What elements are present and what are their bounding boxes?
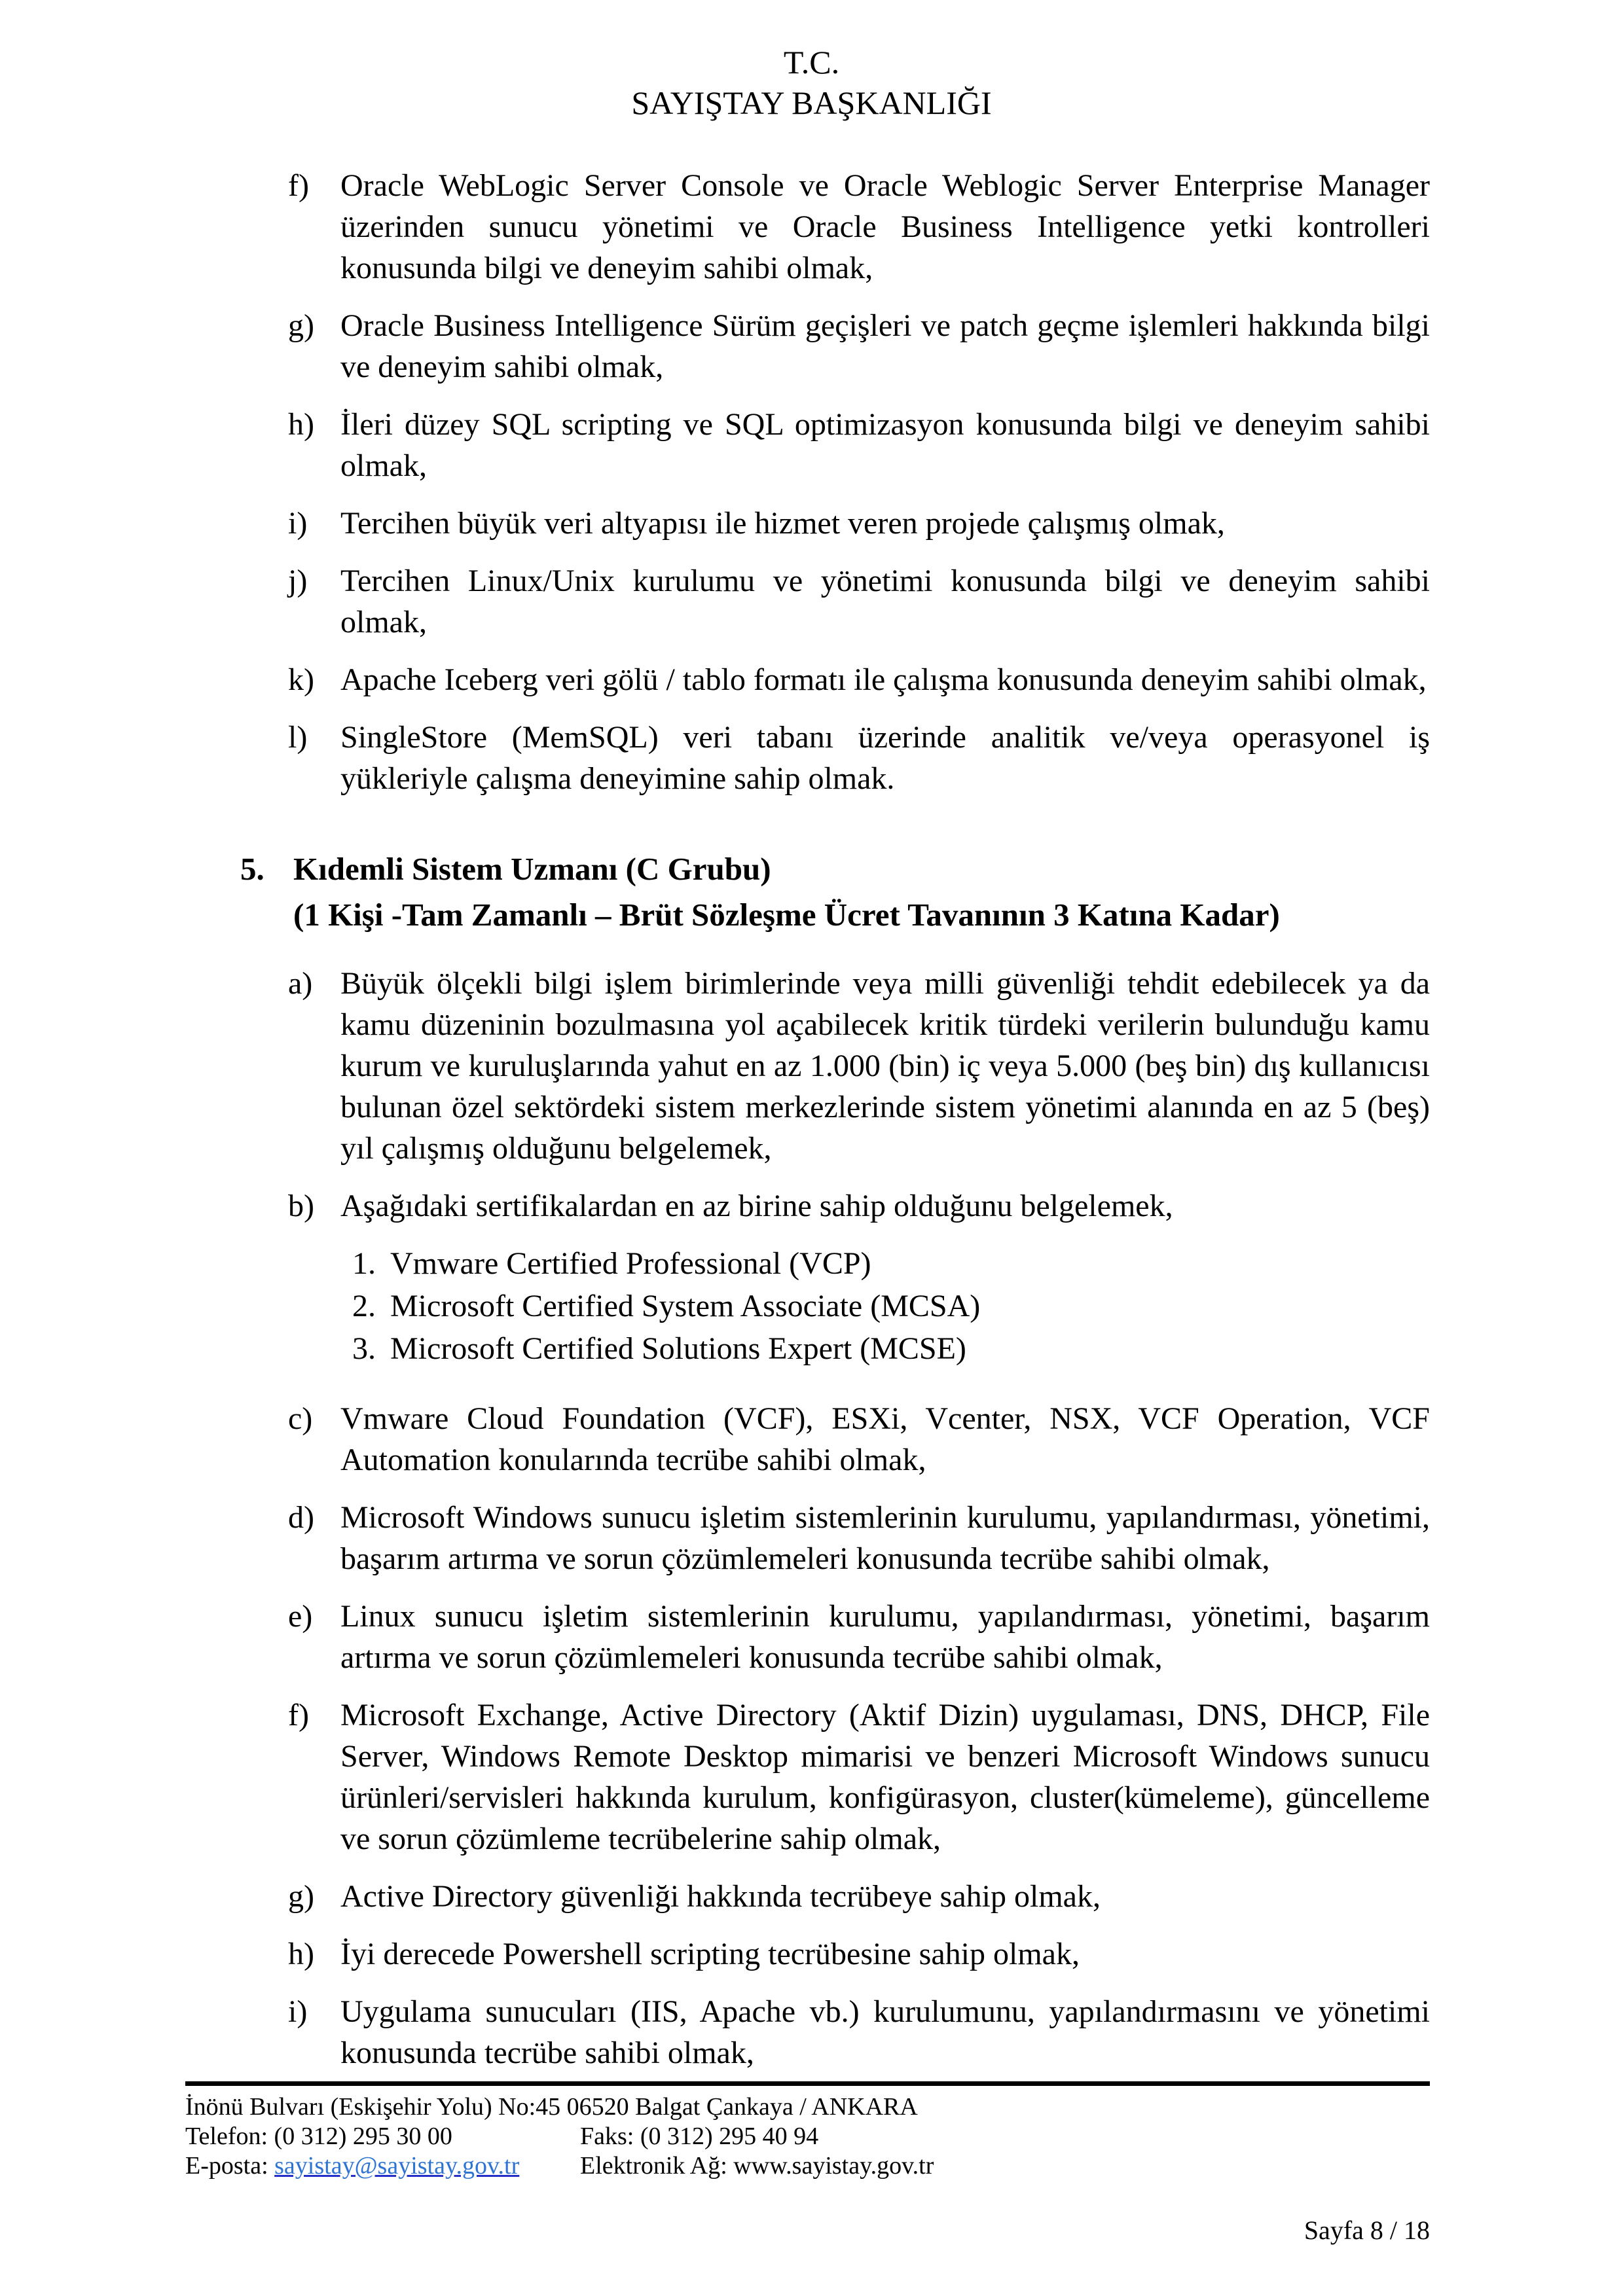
subitem-marker: 3.	[352, 1331, 376, 1366]
item-text: Oracle WebLogic Server Console ve Oracle Weblogic Server Enterprise Manager üzerinden sunucu yönetimi ve Oracle Business Intelligence yetki kontrolleri konusunda bilgi ve deneyim sahibi olmak,	[340, 168, 1430, 285]
item-text: Vmware Cloud Foundation (VCF), ESXi, Vcenter, NSX, VCF Operation, VCF Automation konularında tecrübe sahibi olmak,	[340, 1401, 1430, 1477]
item-marker: k)	[288, 662, 314, 697]
certificate-sub-item	[352, 1243, 1623, 1284]
list-item	[288, 503, 1430, 544]
item-marker: c)	[288, 1401, 313, 1436]
subitem-text: Microsoft Certified Solutions Expert (MCSE)	[390, 1331, 966, 1366]
list-item	[288, 1991, 1430, 2073]
list-item	[288, 1185, 1430, 1227]
header-institution-line: SAYIŞTAY BAŞKANLIĞI	[631, 84, 992, 121]
section-subtitle: (1 Kişi -Tam Zamanlı – Brüt Sözleşme Ücret Tavanının 3 Katına Kadar)	[293, 897, 1280, 933]
item-marker: g)	[288, 1879, 314, 1914]
item-text: İleri düzey SQL scripting ve SQL optimizasyon konusunda bilgi ve deneyim sahibi olmak,	[340, 407, 1430, 483]
item-marker: f)	[288, 1698, 309, 1732]
subitem-marker: 1.	[352, 1246, 376, 1281]
footer-fax: Faks: (0 312) 295 40 94	[580, 2123, 819, 2150]
list-item	[288, 1596, 1430, 1678]
list-item	[288, 560, 1430, 643]
item-text: Tercihen büyük veri altyapısı ile hizmet veren projede çalışmış olmak,	[340, 506, 1225, 541]
item-text: Apache Iceberg veri gölü / tablo formatı ile çalışma konusunda deneyim sahibi olmak,	[340, 662, 1427, 697]
footer-email-link[interactable]: sayistay@sayistay.gov.tr	[274, 2152, 520, 2179]
subitem-marker: 2.	[352, 1289, 376, 1323]
item-marker: g)	[288, 308, 314, 343]
header-republic-line: T.C.	[783, 44, 840, 81]
section-title: Kıdemli Sistem Uzmanı (C Grubu)	[293, 851, 771, 887]
list-item	[288, 305, 1430, 387]
item-marker: i)	[288, 506, 308, 541]
list-item	[288, 1933, 1430, 1975]
item-text: Aşağıdaki sertifikalardan en az birine sahip olduğunu belgelemek,	[340, 1189, 1173, 1223]
list-item	[288, 1876, 1430, 1917]
item-marker: b)	[288, 1189, 314, 1223]
document-footer	[185, 2081, 1430, 2181]
item-text: Linux sunucu işletim sistemlerinin kurulumu, yapılandırması, yönetimi, başarım artırma ve sorun çözümlemeleri konusunda tecrübe sahibi olmak,	[340, 1599, 1430, 1675]
certificate-sub-item	[352, 1328, 1623, 1369]
item-text: SingleStore (MemSQL) veri tabanı üzerinde analitik ve/veya operasyonel iş yükleriyle çalışma deneyimine sahip olmak.	[340, 720, 1430, 796]
spacer	[0, 1371, 1623, 1398]
subitem-text: Vmware Certified Professional (VCP)	[390, 1246, 871, 1281]
item-marker: d)	[288, 1500, 314, 1535]
item-text: Microsoft Exchange, Active Directory (Aktif Dizin) uygulaması, DNS, DHCP, File Server, Windows Remote Desktop mimarisi ve benzeri Microsoft Windows sunucu ürünleri/servisleri hakkında kurulum, konfigürasyon, cluster(kümeleme), güncelleme ve sorun çözümleme tecrübelerine sahip olmak,	[340, 1698, 1430, 1856]
certificate-sub-item	[352, 1285, 1623, 1327]
list-item	[288, 404, 1430, 486]
item-text: Oracle Business Intelligence Sürüm geçişleri ve patch geçme işlemleri hakkında bilgi ve deneyim sahibi olmak,	[340, 308, 1430, 384]
document-body	[0, 165, 1623, 2073]
list-item	[288, 1497, 1430, 1579]
footer-website: Elektronik Ağ: www.sayistay.gov.tr	[580, 2152, 934, 2179]
item-marker: h)	[288, 407, 314, 442]
item-marker: l)	[288, 720, 308, 755]
list-item	[288, 659, 1430, 700]
footer-email-label: E-posta:	[185, 2152, 268, 2179]
item-text: İyi derecede Powershell scripting tecrübesine sahip olmak,	[340, 1937, 1080, 1971]
item-text: Uygulama sunucuları (IIS, Apache vb.) kurulumunu, yapılandırmasını ve yönetimi konusunda tecrübe sahibi olmak,	[340, 1994, 1430, 2070]
footer-email-row	[185, 2151, 1430, 2181]
footer-email	[185, 2151, 580, 2181]
item-marker: e)	[288, 1599, 313, 1634]
item-text: Microsoft Windows sunucu işletim sistemlerinin kurulumu, yapılandırması, yönetimi, başarım artırma ve sorun çözümlemeleri konusunda tecrübe sahibi olmak,	[340, 1500, 1430, 1576]
list-item	[288, 1695, 1430, 1859]
list-item	[288, 1398, 1430, 1480]
subitem-text: Microsoft Certified System Associate (MCSA)	[390, 1289, 981, 1323]
document-header	[0, 0, 1623, 123]
item-marker: i)	[288, 1994, 308, 2029]
footer-phone: Telefon: (0 312) 295 30 00	[185, 2123, 452, 2150]
item-text: Active Directory güvenliği hakkında tecrübeye sahip olmak,	[340, 1879, 1101, 1914]
section-5-heading	[240, 846, 1430, 938]
footer-phone-row	[185, 2122, 1430, 2151]
item-marker: j)	[288, 564, 308, 598]
section-number: 5.	[240, 851, 264, 887]
footer-address: İnönü Bulvarı (Eskişehir Yolu) No:45 06520 Balgat Çankaya / ANKARA	[185, 2093, 918, 2121]
item-marker: a)	[288, 966, 313, 1001]
item-text: Büyük ölçekli bilgi işlem birimlerinde veya milli güvenliği tehdit edebilecek ya da kamu düzeninin bozulmasına yol açabilecek kritik türdeki verilerin bulunduğu kamu kurum ve kuruluşlarında yahut en az 1.000 (bin) iç veya 5.000 (beş bin) dış kullanıcısı bulunan özel sektördeki sistem merkezlerinde sistem yönetimi alanında en az 5 (beş) yıl çalışmış olduğunu belgelemek,	[340, 966, 1430, 1166]
item-marker: f)	[288, 168, 309, 203]
item-marker: h)	[288, 1937, 314, 1971]
item-text: Tercihen Linux/Unix kurulumu ve yönetimi konusunda bilgi ve deneyim sahibi olmak,	[340, 564, 1430, 639]
list-item	[288, 963, 1430, 1169]
page-number: Sayfa 8 / 18	[1304, 2215, 1430, 2245]
list-item	[288, 717, 1430, 799]
list-item	[288, 165, 1430, 289]
